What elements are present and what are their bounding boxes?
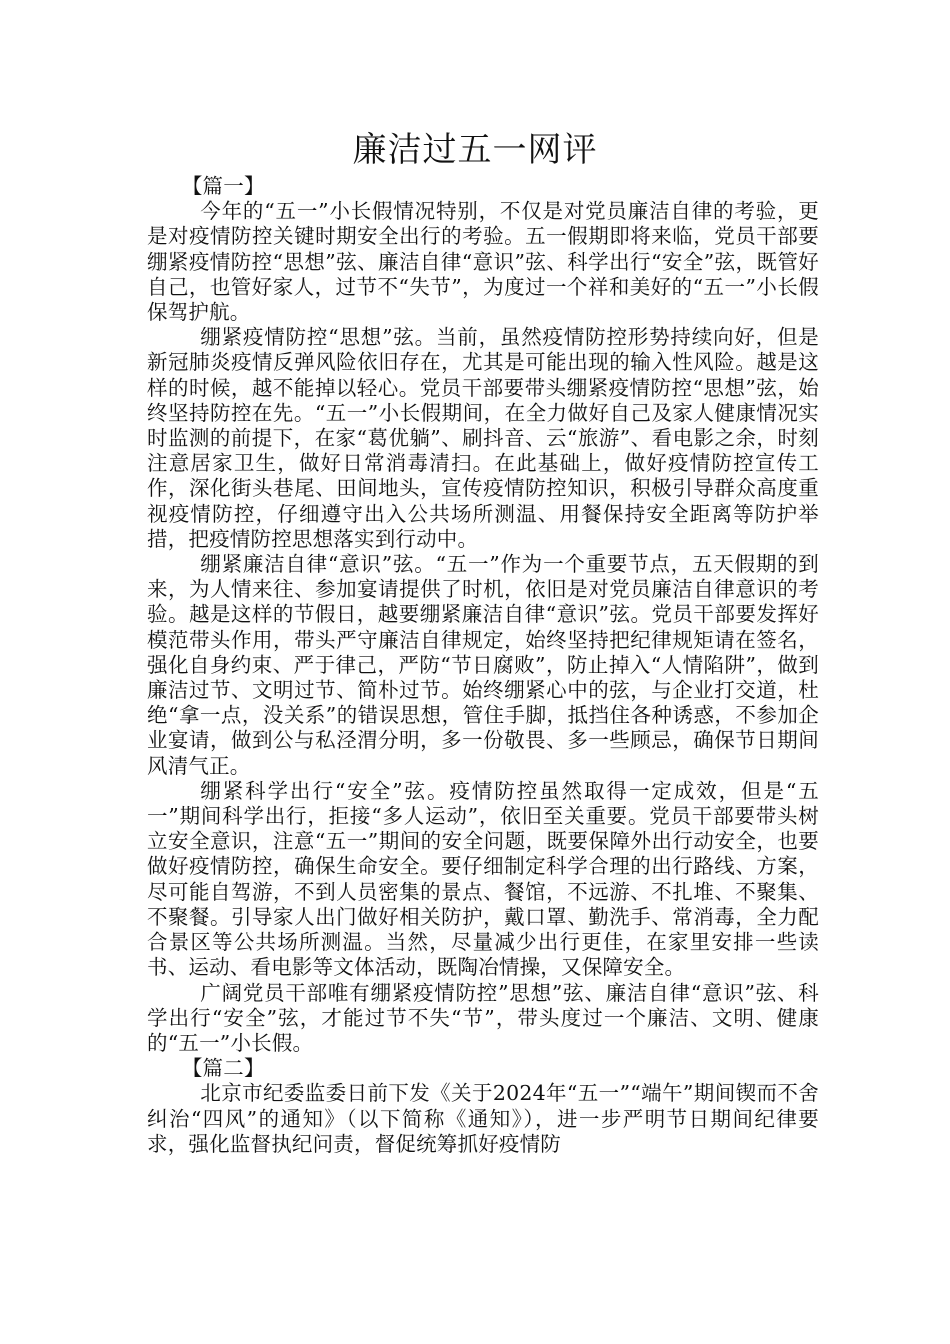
section-heading-1: 【篇一】	[181, 174, 265, 198]
paragraph: 绷紧科学出行“安全”弦。疫情防控虽然取得一定成效，但是“五一”期间科学出行，拒接“多人运动”，依旧至关重要。党员干部要带头树立安全意识，注意“五一”期间的安全问题，既要保障外出行动安全，也要做好疫情防控，确保生命安全。要仔细制定科学合理的出行路线、方案，尽可能自驾游，不到人员密集的景点、餐馆，不远游、不扎堆、不聚集、不聚餐。引导家人出门做好相关防护，戴口罩、勤洗手、常消毒，全力配合景区等公共场所测温。当然，尽量减少出行更佳，在家里安排一些读书、运动、看电影等文体活动，既陶冶情操，又保障安全。	[147, 778, 819, 980]
paragraph: 广阔党员干部唯有绷紧疫情防控”思想”弦、廉洁自律“意识”弦、科学出行“安全”弦，才能过节不失“节”，带头度过一个廉洁、文明、健康的“五一”小长假。	[147, 980, 819, 1055]
paragraph: 北京市纪委监委日前下发《关于2024年“五一”“端午”期间锲而不舍纠治“四风”的通知》（以下简称《通知》），进一步严明节日期间纪律要求，强化监督执纪问责，督促统筹抓好疫情防	[147, 1081, 819, 1156]
document-title: 廉洁过五一网评	[352, 130, 598, 170]
section-heading-2: 【篇二】	[181, 1056, 265, 1081]
paragraph: 今年的“五一”小长假情况特别，不仅是对党员廉洁自律的考验，更是对疫情防控关键时期安全出行的考验。五一假期即将来临，党员干部要绷紧疫情防控“思想”弦、廉洁自律“意识”弦、科学出行“安全”弦，既管好自己，也管好家人，过节不“失节”，为度过一个祥和美好的“五一”小长假保驾护航。	[147, 199, 819, 325]
document-body	[147, 174, 819, 1157]
paragraph: 绷紧疫情防控“思想”弦。当前，虽然疫情防控形势持续向好，但是新冠肺炎疫情反弹风险依旧存在，尤其是可能出现的输入性风险。越是这样的时候，越不能掉以轻心。党员干部要带头绷紧疫情防控“思想”弦，始终坚持防控在先。“五一”小长假期间，在全力做好自己及家人健康情况实时监测的前提下，在家“葛优躺”、刷抖音、云“旅游”、看电影之余，时刻注意居家卫生，做好日常消毒清扫。在此基础上，做好疫情防控宣传工作，深化街头巷尾、田间地头，宣传疫情防控知识，积极引导群众高度重视疫情防控，仔细遵守出入公共场所测温、用餐保持安全距离等防护举措，把疫情防控思想落实到行动中。	[147, 325, 819, 551]
paragraph: 绷紧廉洁自律“意识”弦。“五一”作为一个重要节点，五天假期的到来，为人情来往、参加宴请提供了时机，依旧是对党员廉洁自律意识的考验。越是这样的节假日，越要绷紧廉洁自律“意识”弦。党员干部要发挥好模范带头作用，带头严守廉洁自律规定，始终坚持把纪律规矩请在签名，强化自身约束、严于律己，严防“节日腐败”，防止掉入“人情陷阱”，做到廉洁过节、文明过节、简朴过节。始终绷紧心中的弦，与企业打交道，杜绝“拿一点，没关系”的错误思想，管住手脚，抵挡住各种诱惑，不参加企业宴请，做到公与私泾渭分明，多一份敬畏、多一些顾忌，确保节日期间风清气正。	[147, 552, 819, 778]
